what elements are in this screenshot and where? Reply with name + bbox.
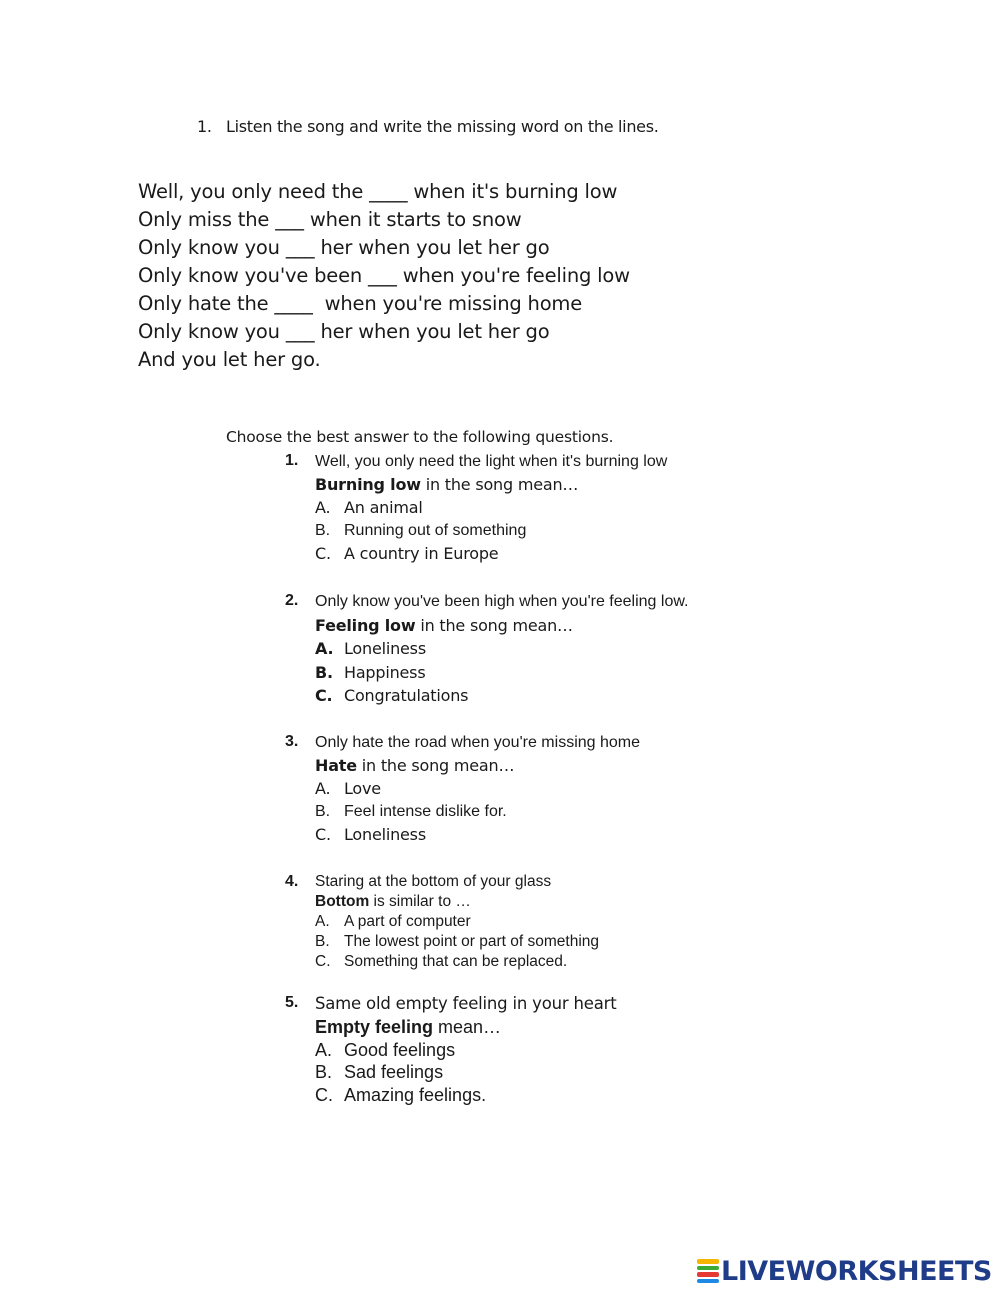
lyric-line: And you let her go. bbox=[138, 348, 321, 371]
question-stem: Staring at the bottom of your glass bbox=[315, 873, 552, 890]
question-stem: Well, you only need the light when it's burning low bbox=[315, 453, 668, 470]
answer-option[interactable] bbox=[315, 953, 599, 973]
question-number: 3. bbox=[285, 733, 299, 750]
question-stem: Same old empty feeling in your heart bbox=[315, 994, 617, 1013]
question-prompt-rest: is similar to … bbox=[369, 893, 471, 910]
lyric-line: Only know you ___ her when you let her go bbox=[138, 320, 550, 343]
question-prompt-rest: in the song mean… bbox=[415, 615, 573, 635]
question-number: 1. bbox=[285, 452, 299, 469]
answer-option[interactable] bbox=[315, 1062, 617, 1085]
option-text: A country in Europe bbox=[344, 544, 499, 563]
option-letter: A. bbox=[315, 1039, 333, 1060]
option-text: Good feelings bbox=[344, 1039, 456, 1060]
question-number: 5. bbox=[285, 994, 299, 1011]
option-letter: B. bbox=[315, 522, 331, 539]
answer-option[interactable] bbox=[315, 913, 599, 933]
option-text: Happiness bbox=[344, 662, 426, 682]
option-letter: C. bbox=[315, 825, 331, 844]
exercise1-instruction bbox=[197, 117, 659, 136]
answer-option[interactable] bbox=[315, 544, 667, 567]
option-text: Running out of something bbox=[344, 522, 527, 539]
question-term: Hate bbox=[315, 756, 357, 775]
option-letter: A. bbox=[315, 913, 330, 930]
option-text: Loneliness bbox=[344, 639, 426, 658]
option-text: Something that can be replaced. bbox=[344, 953, 568, 970]
option-text: Congratulations bbox=[344, 686, 469, 705]
answer-option[interactable] bbox=[315, 1085, 617, 1108]
option-text: Loneliness bbox=[344, 825, 426, 844]
exercise1-number: 1. bbox=[197, 117, 212, 136]
option-letter: C. bbox=[315, 953, 331, 970]
lyric-line: Only know you ___ her when you let her go bbox=[138, 236, 550, 259]
lyric-line: Only hate the ____ when you're missing home bbox=[138, 292, 583, 315]
option-text: Feel intense dislike for. bbox=[344, 803, 507, 820]
option-letter: C. bbox=[315, 544, 331, 563]
question-prompt-rest: in the song mean… bbox=[356, 756, 515, 775]
option-letter: A. bbox=[315, 639, 334, 658]
option-letter: B. bbox=[315, 933, 330, 950]
question-number: 2. bbox=[285, 592, 299, 609]
exercise1-instruction-text: Listen the song and write the missing word on the lines. bbox=[226, 117, 659, 136]
answer-option[interactable] bbox=[315, 933, 599, 953]
answer-option[interactable] bbox=[315, 498, 667, 521]
lyrics-block bbox=[138, 178, 630, 374]
answer-option[interactable] bbox=[315, 686, 688, 710]
question-term: Burning low bbox=[315, 475, 421, 494]
lyric-line: Only know you've been ___ when you're feeling low bbox=[138, 264, 630, 287]
brand-name: LIVEWORKSHEETS bbox=[721, 1255, 992, 1287]
option-text: Sad feelings bbox=[344, 1062, 444, 1082]
answer-option[interactable] bbox=[315, 639, 688, 663]
answer-option[interactable] bbox=[315, 825, 640, 848]
question-prompt-rest: mean… bbox=[433, 1017, 502, 1037]
answer-option[interactable] bbox=[315, 779, 640, 802]
option-text: A part of computer bbox=[344, 913, 471, 930]
question-prompt-rest: in the song mean… bbox=[420, 475, 579, 494]
question-prompt bbox=[315, 1017, 617, 1040]
question-stem: Only know you've been high when you're feeling low. bbox=[315, 593, 689, 610]
option-text: The lowest point or part of something bbox=[344, 933, 600, 950]
answer-option[interactable] bbox=[315, 1040, 617, 1063]
option-text: Amazing feelings. bbox=[344, 1084, 487, 1105]
option-letter: A. bbox=[315, 498, 331, 517]
option-letter: B. bbox=[315, 803, 331, 820]
question-prompt bbox=[315, 616, 688, 640]
lyric-line: Well, you only need the ____ when it's burning low bbox=[138, 180, 618, 203]
question-number: 4. bbox=[285, 873, 299, 890]
question-term: Empty feeling bbox=[315, 1017, 434, 1037]
liveworksheets-brand bbox=[697, 1256, 992, 1286]
answer-option[interactable] bbox=[315, 663, 688, 687]
option-text: Love bbox=[344, 779, 381, 798]
option-letter: B. bbox=[315, 662, 333, 682]
option-letter: B. bbox=[315, 1062, 333, 1082]
answer-option[interactable] bbox=[315, 521, 667, 544]
question-prompt bbox=[315, 475, 667, 498]
question-term: Feeling low bbox=[315, 615, 416, 635]
question-stem: Only hate the road when you're missing home bbox=[315, 734, 641, 751]
question-term: Bottom bbox=[315, 893, 370, 910]
option-text: An animal bbox=[344, 498, 423, 517]
lyric-line: Only miss the ___ when it starts to snow bbox=[138, 208, 522, 231]
exercise2-instruction: Choose the best answer to the following questions. bbox=[226, 428, 614, 446]
question-prompt bbox=[315, 893, 599, 913]
option-letter: A. bbox=[315, 779, 331, 798]
option-letter: C. bbox=[315, 686, 333, 705]
option-letter: C. bbox=[315, 1084, 333, 1105]
answer-option[interactable] bbox=[315, 802, 640, 825]
liveworksheets-logo-icon bbox=[697, 1258, 719, 1284]
question-prompt bbox=[315, 756, 640, 779]
